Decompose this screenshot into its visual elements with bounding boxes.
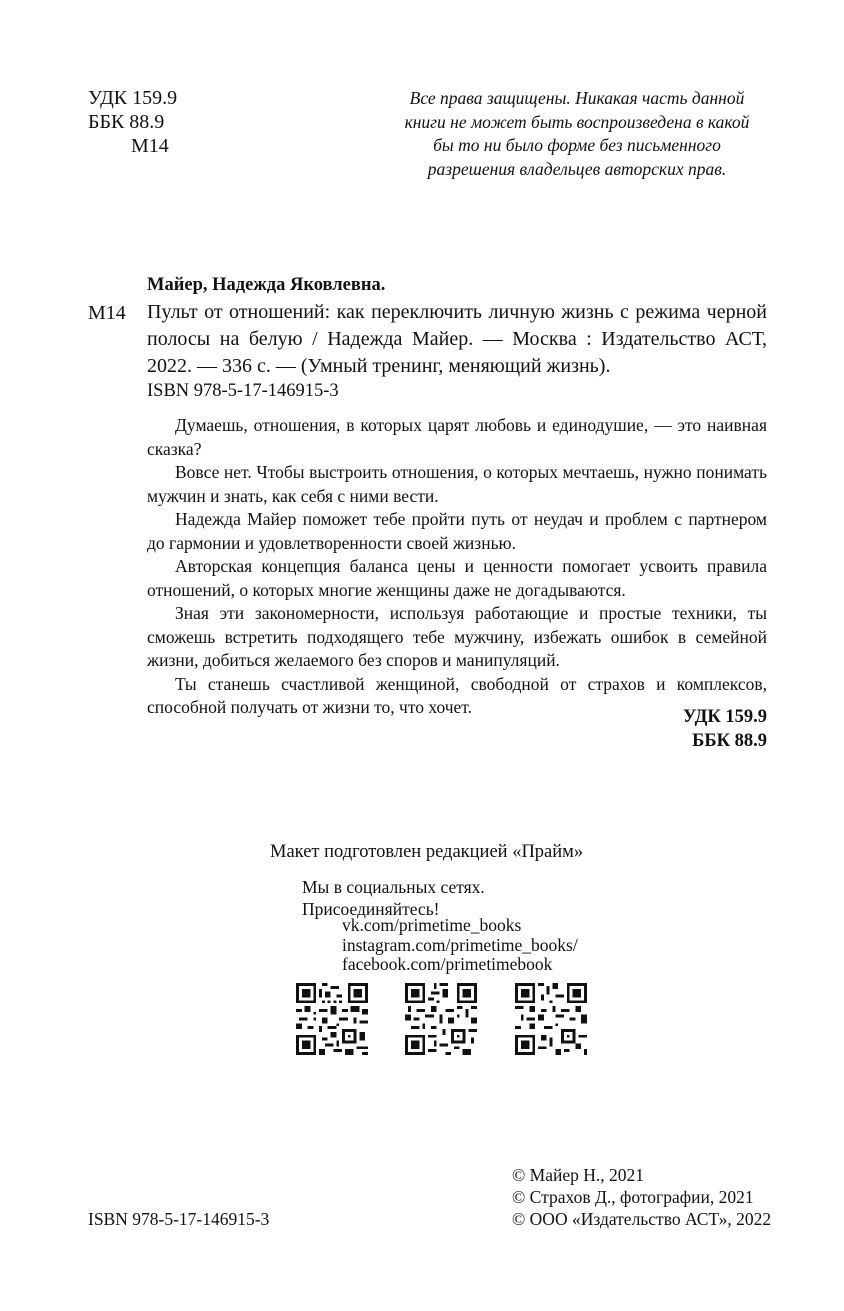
social-invite-line: Присоединяйтесь!: [302, 899, 440, 919]
publisher-note: Макет подготовлен редакцией «Прайм»: [270, 842, 584, 862]
rights-line: книги не может быть воспроизведена в какой: [404, 111, 750, 132]
author-heading: Майер, Надежда Яковлевна.: [147, 275, 386, 295]
copyright-line: © Майер Н., 2021: [512, 1165, 645, 1185]
bbk-bottom: ББК 88.9: [692, 731, 767, 751]
catalog-sign: М14: [88, 302, 126, 324]
footer-isbn: ISBN 978-5-17-146915-3: [88, 1209, 270, 1229]
qr-code-icon: [405, 983, 477, 1055]
copyright-line: © Страхов Д., фотографии, 2021: [512, 1187, 754, 1207]
rights-line: Все права защищены. Никакая часть данной: [409, 88, 745, 108]
bibliographic-description: Пульт от отношений: как переключить личную жизнь с режима черной полосы на белую / Надежда Майер. — Москва : Издательство АСТ, 2022. — 336 с. — (Умный тренинг, меняющий жизнь).: [147, 301, 767, 377]
udk-top: УДК 159.9: [88, 87, 178, 109]
author-sign-top: М14: [131, 135, 169, 157]
annotation: [147, 414, 767, 720]
annotation-paragraph: Зная эти закономерности, используя работающие и простые техники, ты сможешь встретить подходящего тебе мужчину, избежать ошибок в семейной жизни, добиться желаемого без споров и манипуляций.: [147, 603, 767, 670]
rights-notice: [392, 87, 762, 181]
copyright-line: © ООО «Издательство АСТ», 2022: [512, 1209, 772, 1229]
catalog-isbn: ISBN 978-5-17-146915-3: [147, 381, 339, 401]
social-link-facebook[interactable]: facebook.com/primetimebook: [342, 954, 553, 974]
rights-line: бы то ни было форме без письменного: [433, 135, 721, 155]
social-link-instagram[interactable]: instagram.com/primetime_books/: [342, 935, 578, 955]
annotation-paragraph: Вовсе нет. Чтобы выстроить отношения, о которых мечтаешь, нужно понимать мужчин и знать, как себя с ними вести.: [147, 462, 767, 506]
annotation-paragraph: Надежда Майер поможет тебе пройти путь от неудач и проблем с партнером до гармонии и удовлетворенности своей жизнью.: [147, 509, 767, 553]
bbk-top: ББК 88.9: [88, 111, 165, 133]
qr-code-icon: [515, 983, 587, 1055]
rights-line: разрешения владельцев авторских прав.: [427, 158, 727, 179]
annotation-paragraph: Ты станешь счастливой женщиной, свободной от страхов и комплексов, способной получать от жизни то, что хочет.: [147, 673, 767, 717]
udk-bottom: УДК 159.9: [682, 707, 767, 727]
qr-code-icon: [296, 983, 368, 1055]
social-link-vk[interactable]: vk.com/primetime_books: [342, 915, 522, 935]
annotation-paragraph: Думаешь, отношения, в которых царят любовь и единодушие, — это наивная сказка?: [147, 415, 767, 459]
social-invite-line: Мы в социальных сетях.: [302, 877, 485, 897]
annotation-paragraph: Авторская концепция баланса цены и ценности помогает усвоить правила отношений, о которых многие женщины даже не догадываются.: [147, 556, 767, 600]
